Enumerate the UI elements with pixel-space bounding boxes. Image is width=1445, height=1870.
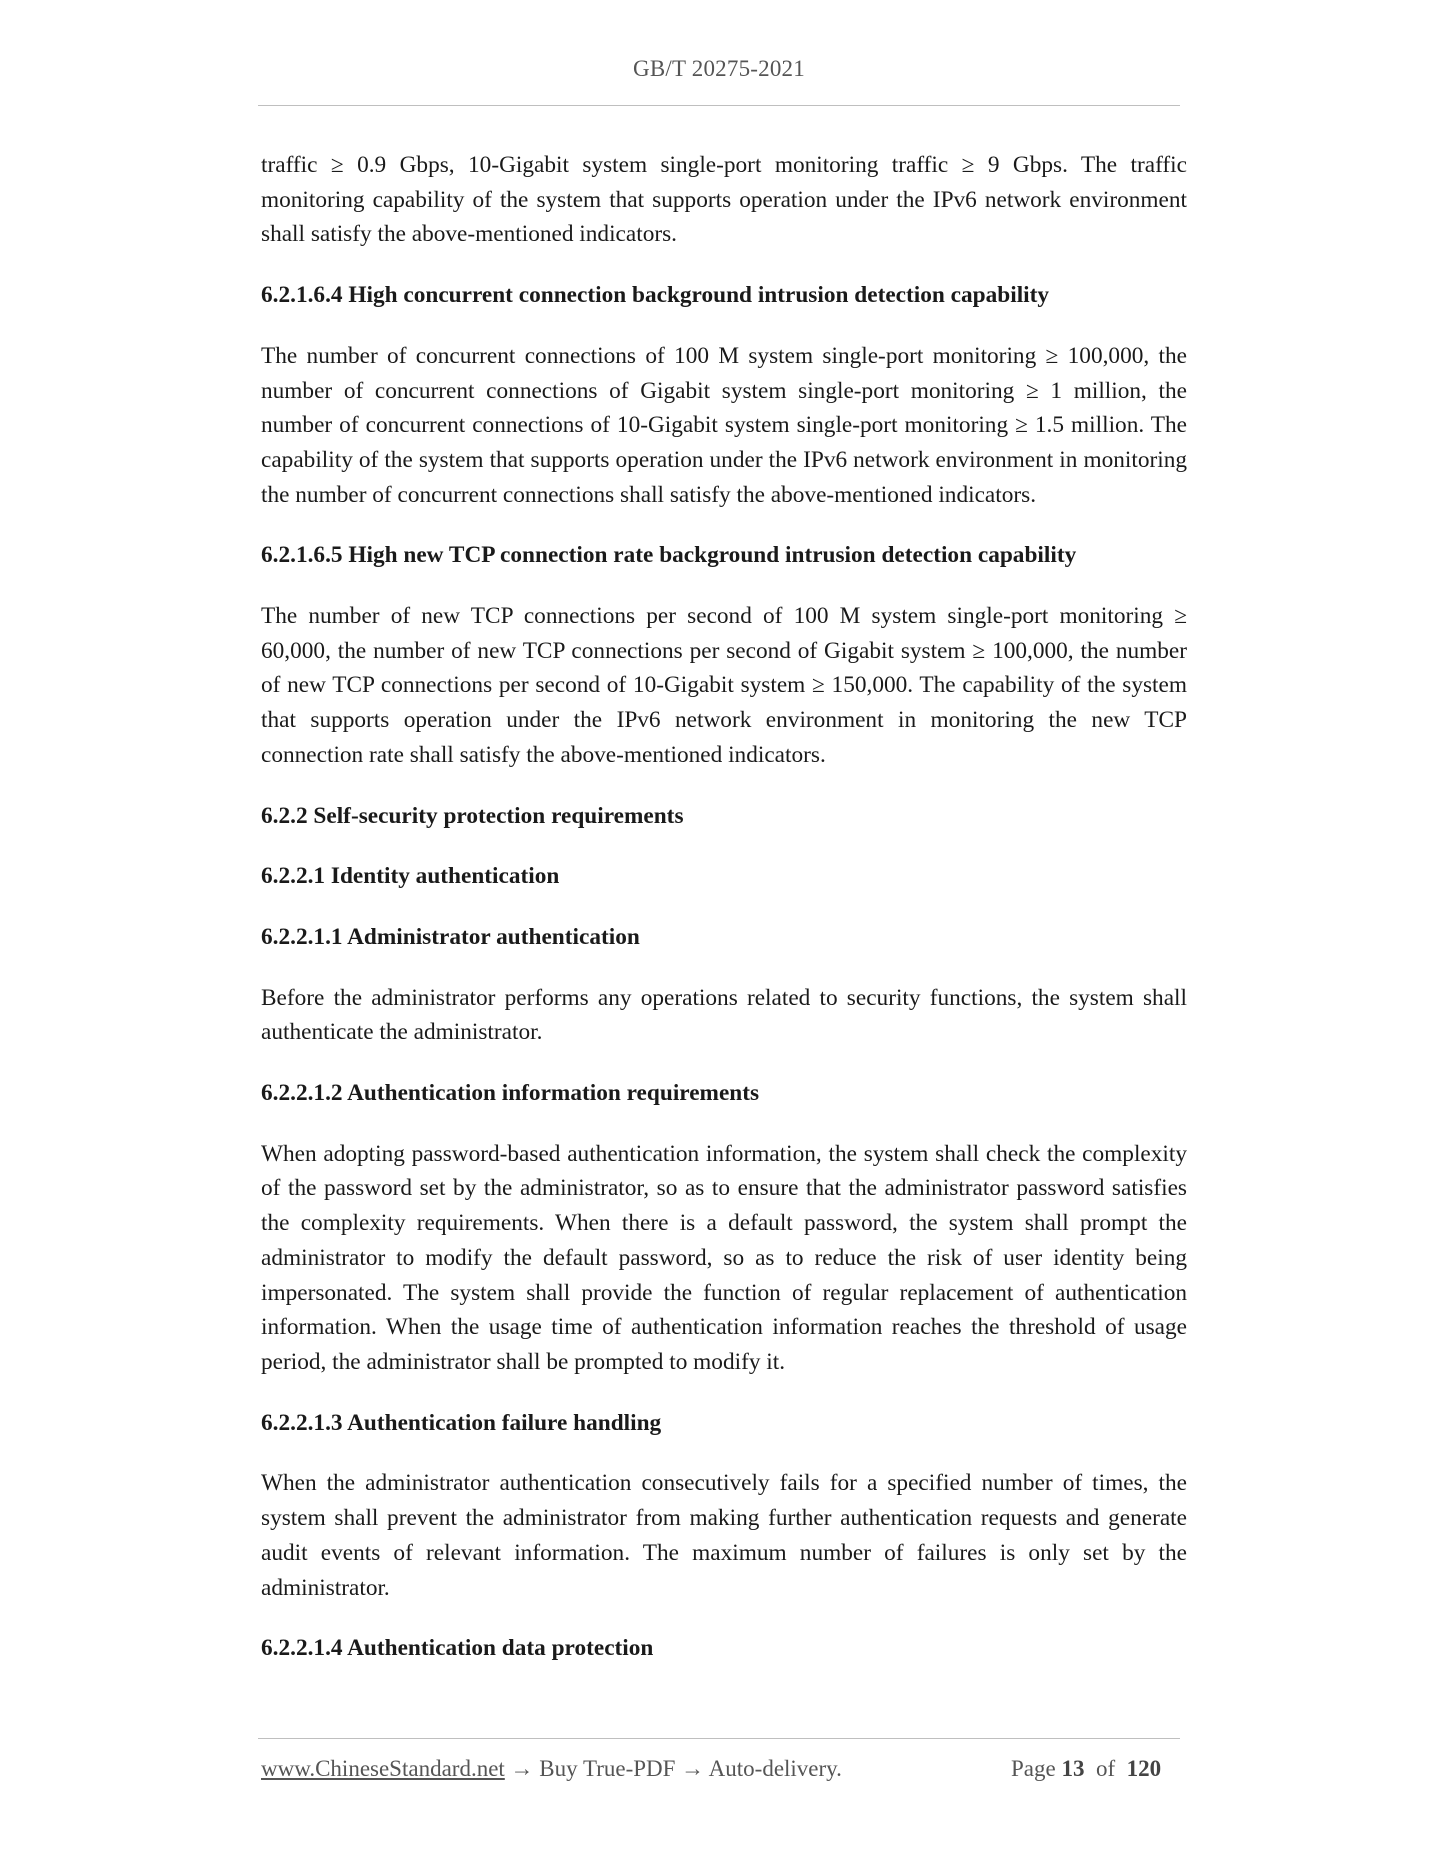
site-link[interactable]: www.ChineseStandard.net: [261, 1756, 505, 1781]
paragraph: When the administrator authentication consecutively fails for a specified number of times, the system shall prevent the administrator from making further authentication requests and generate audit events of relevant information. The maximum number of failures is only set by the administrator.: [261, 1470, 1187, 1601]
section-heading: 6.2.1.6.5 High new TCP connection rate background intrusion detection capability: [261, 542, 1077, 569]
section-heading: 6.2.1.6.4 High concurrent connection background intrusion detection capability: [261, 282, 1050, 309]
footer-promo: [261, 1756, 842, 1782]
page-number: 13: [1061, 1756, 1085, 1781]
header-divider: [258, 105, 1180, 106]
paragraph: traffic ≥ 0.9 Gbps, 10-Gigabit system single-port monitoring traffic ≥ 9 Gbps. The traffic monitoring capability of the system that supports operation under the IPv6 network environment shall satisfy the above-mentioned indicators.: [261, 152, 1187, 248]
section-heading: 6.2.2.1.3 Authentication failure handling: [261, 1409, 662, 1436]
total-pages: 120: [1126, 1756, 1162, 1781]
of-label: of: [1095, 1756, 1116, 1781]
section-heading: 6.2.2.1.4 Authentication data protection: [261, 1635, 654, 1662]
paragraph: The number of new TCP connections per second of 100 M system single-port monitoring ≥ 60,000, the number of new TCP connections per second of Gigabit system ≥ 100,000, the number of new TCP connections per second of 10-Gigabit system ≥ 150,000. The capability of the system that supports operation under the IPv6 network environment in monitoring the new TCP connection rate shall satisfy the above-mentioned indicators.: [261, 603, 1187, 768]
paragraph: The number of concurrent connections of 100 M system single-port monitoring ≥ 100,000, the number of concurrent connections of Gigabit system single-port monitoring ≥ 1 million, the number of concurrent connections of 10-Gigabit system single-port monitoring ≥ 1.5 million. The capability of the system that supports operation under the IPv6 network environment in monitoring the number of concurrent connections shall satisfy the above-mentioned indicators.: [261, 342, 1187, 508]
section-heading: 6.2.2.1.2 Authentication information requirements: [261, 1080, 760, 1107]
paragraph: When adopting password-based authentication information, the system shall check the complexity of the password set by the administrator, so as to ensure that the administrator password satisfies the complexity requirements. When there is a default password, the system shall prompt the administrator to modify the default password, so as to reduce the risk of user identity being impersonated. The system shall provide the function of regular replacement of authentication information. When the usage time of authentication information reaches the threshold of usage period, the administrator shall be prompted to modify it.: [261, 1140, 1187, 1375]
document-body: [261, 148, 1187, 1666]
section-heading: 6.2.2 Self-security protection requirements: [261, 802, 684, 829]
page-indicator: [1011, 1756, 1161, 1782]
section-heading: 6.2.2.1.1 Administrator authentication: [261, 923, 640, 950]
page-label: Page: [1011, 1756, 1056, 1781]
section-heading: 6.2.2.1 Identity authentication: [261, 863, 560, 890]
page-header: GB/T 20275-2021: [633, 56, 805, 81]
footer-tagline: → Buy True-PDF → Auto-delivery.: [504, 1756, 842, 1781]
paragraph: Before the administrator performs any operations related to security functions, the system shall authenticate the administrator.: [261, 984, 1187, 1046]
footer-divider: [258, 1738, 1180, 1739]
